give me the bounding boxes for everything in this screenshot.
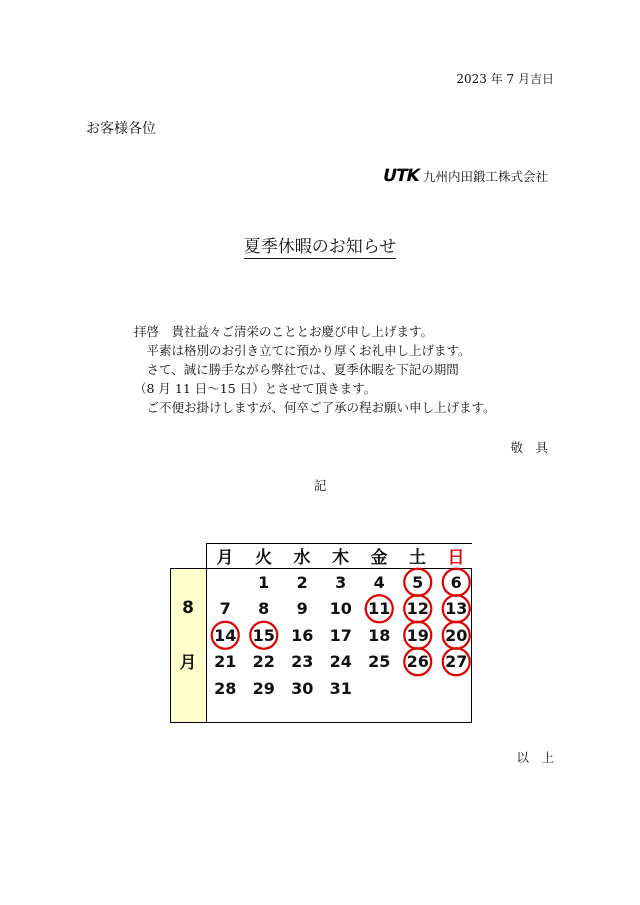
body-line: 拝啓 貴社益々ご清栄のこととお慶び申し上げます。 [134,324,434,339]
calendar-day: 18 [368,625,391,645]
closing-ijo: 以 上 [516,750,554,765]
issue-date: 2023 年 7 月吉日 [456,72,554,86]
month-label-char: 8 [182,597,194,618]
weekday-header: 日 [447,548,465,568]
weekday-header: 土 [409,548,426,568]
body-line: ご不便お掛けしますが、何卒ご了承の程お願い申し上げます。 [134,400,496,415]
company-block [383,166,548,186]
month-label-char: 月 [179,653,197,674]
company-name: 九州内田鍛工株式会社 [422,169,548,184]
weekday-header: 火 [255,548,272,568]
calendar-day: 22 [252,652,275,671]
calendar-day: 23 [291,652,314,671]
calendar-day: 28 [214,678,237,698]
calendar-day: 2 [296,572,308,592]
notice-title [0,232,640,257]
holiday-calendar [170,543,472,723]
weekday-header: 木 [332,548,349,568]
company-logo: UTK [381,166,422,186]
calendar-day: 6 [450,572,462,592]
calendar-day: 8 [258,599,270,618]
calendar-day: 3 [335,572,347,592]
calendar-day: 30 [291,678,314,698]
body-line: 平素は格別のお引き立てに預かり厚くお礼申し上げます。 [134,343,471,358]
calendar-day: 5 [412,572,424,592]
weekday-header: 月 [216,548,234,568]
calendar-day: 24 [329,652,352,671]
calendar-day: 17 [329,625,352,645]
body-line: さて、誠に勝手ながら弊社では、夏季休暇を下記の期間 [134,362,459,377]
closing-keigu: 敬 具 [510,440,548,455]
month-column [171,569,207,723]
calendar-day: 20 [445,625,468,645]
calendar-day: 15 [252,625,275,645]
calendar-day: 11 [368,599,391,618]
ki-marker: 記 [314,478,327,493]
calendar-day: 9 [296,599,308,618]
body-line: （8 月 11 日～15 日）とさせて頂きます。 [134,381,377,396]
calendar-day: 14 [214,625,237,645]
calendar-day: 26 [406,652,429,671]
calendar-day: 25 [368,652,391,671]
notice-title-text: 夏季休暇のお知らせ [243,237,397,257]
calendar-day: 10 [329,599,352,618]
calendar-day: 1 [258,572,270,592]
calendar-day: 31 [329,678,352,698]
calendar-day: 19 [406,625,429,645]
calendar-day: 7 [219,599,231,618]
calendar-day: 27 [445,652,468,671]
calendar-day: 4 [373,572,385,592]
weekday-header: 水 [293,548,311,568]
notice-body [134,322,496,417]
weekday-header: 金 [370,548,388,568]
calendar-day: 13 [445,599,468,618]
recipient: お客様各位 [86,121,156,137]
calendar-day: 29 [252,678,275,698]
calendar-day: 12 [406,599,429,618]
calendar-day: 21 [214,652,237,671]
calendar-day: 16 [291,625,314,645]
